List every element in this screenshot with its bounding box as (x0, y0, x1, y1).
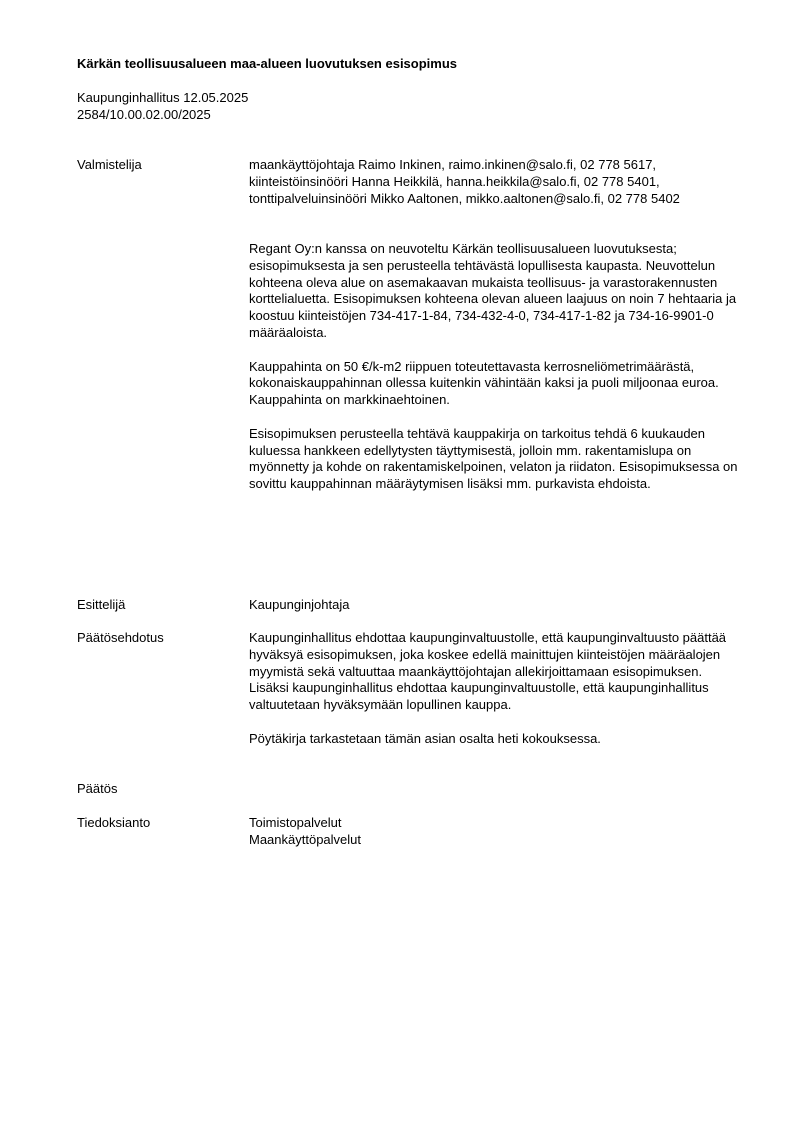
preparers-list (249, 157, 741, 207)
record-number: 2584/10.00.02.00/2025 (77, 106, 211, 122)
section-label-paatosehdotus: Päätösehdotus (77, 630, 164, 645)
document-meta (77, 90, 477, 124)
section-label-valmistelija: Valmistelija (77, 157, 142, 172)
proposal-paragraph: Pöytäkirja tarkastetaan tämän asian osalta heti kokouksessa. (249, 730, 601, 746)
recipient-entry: Maankäyttöpalvelut (249, 831, 362, 847)
proposal-paragraph: Lisäksi kaupunginhallitus ehdottaa kaupunginvaltuustolle, että kaupunginhallitus valtuutetaan hyväksymään lopullinen kauppa. (249, 680, 709, 713)
preparer-entry: maankäyttöjohtaja Raimo Inkinen, raimo.inkinen@salo.fi, 02 778 5617, (249, 157, 657, 172)
proposal-paragraph: Kaupunginhallitus ehdottaa kaupunginvaltuustolle, että kaupunginvaltuusto päättää hyväksyä esisopimuksen, joka koskee edellä mainittujen kiinteistöjen määräalojen myymistä sekä valtuuttaa maankäyttöjohtajan allekirjoittamaan esisopimuksen. (249, 630, 727, 679)
recipient-entry: Toimistopalvelut (249, 815, 342, 830)
document-title: Kärkän teollisuusalueen maa-alueen luovutuksen esisopimus (77, 56, 458, 71)
paragraph-deed: Esisopimuksen perusteella tehtävä kauppakirja on tarkoitus tehdä 6 kuukauden kuluessa hankkeen edellytysten täyttymisestä, jolloin mm. rakentamislupa on myönnetty ja kohde on rakentamiskelpoinen, velaton ja riidaton. Esisopimuksessa on sovittu kauppahinnan määräytymisen lisäksi mm. purkavista ehdoista. (249, 425, 738, 492)
section-label-esittelija: Esittelijä (77, 597, 126, 612)
paragraph-negotiation: Regant Oy:n kanssa on neuvoteltu Kärkän teollisuusalueen luovutuksesta; esisopimuksesta ja sen perusteella tehtävästä lopullisesta kaupasta. Neuvottelun kohteena oleva alue on asemakaavan mukaista teollisuus- ja varastorakennusten korttelialuetta. Esisopimuksen kohteena olevan alueen laajuus on noin 7 hehtaaria ja koostuu kiinteistöjen 734-417-1-84, 734-432-4-0, 734-417-1-82 ja 734-16-9901-0 määräaloista. (249, 241, 737, 340)
section-label-tiedoksianto: Tiedoksianto (77, 815, 151, 830)
proposal-text (249, 630, 741, 748)
meeting-info: Kaupunginhallitus 12.05.2025 (77, 90, 249, 105)
preparer-entry: kiinteistöinsinööri Hanna Heikkilä, hanna.heikkila@salo.fi, 02 778 5401, (249, 173, 660, 189)
presenter-value: Kaupunginjohtaja (249, 597, 350, 612)
preparer-entry: tonttipalveluinsinööri Mikko Aaltonen, mikko.aaltonen@salo.fi, 02 778 5402 (249, 190, 680, 206)
section-label-paatos: Päätös (77, 781, 118, 796)
preparation-text (249, 241, 741, 493)
paragraph-price: Kauppahinta on 50 €/k-m2 riippuen toteutettavasta kerrosneliömetrimäärästä, kokonaiskauppahinnan ollessa kuitenkin vähintään kaksi ja puoli miljoonaa euroa. Kauppahinta on markkinaehtoinen. (249, 358, 719, 408)
recipients-list (249, 815, 741, 849)
